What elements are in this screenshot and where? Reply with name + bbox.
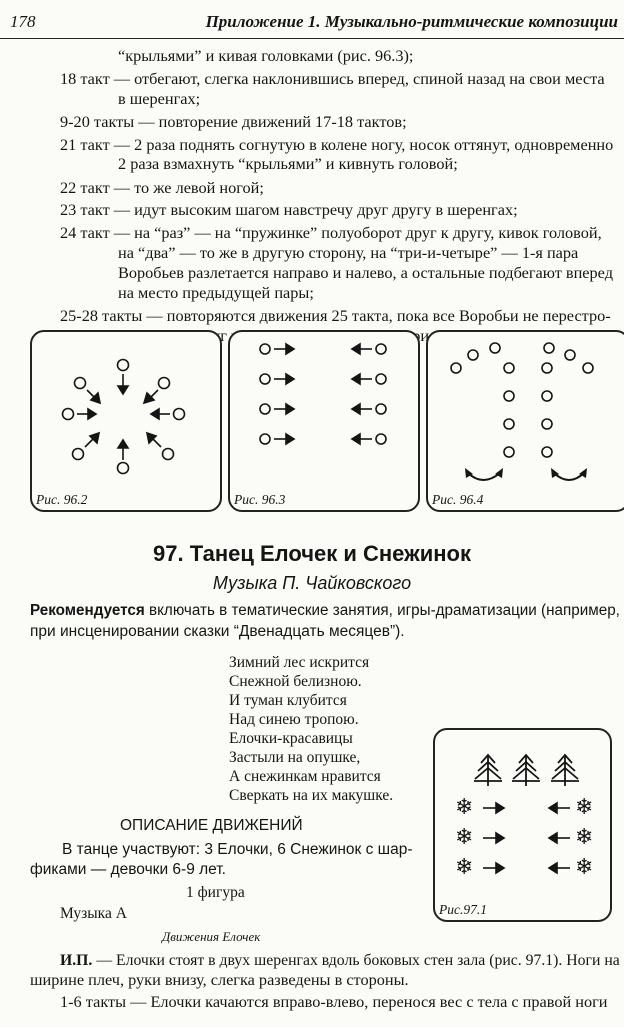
figure-caption: Рис. 96.4	[432, 492, 484, 507]
snowflake-icon: ❄	[455, 795, 474, 820]
figure-96-2-diagram	[32, 332, 220, 510]
ip-line-2: ширине плеч, руки внизу, слегка разведены в стороны.	[30, 970, 409, 989]
page-number: 178	[10, 12, 36, 31]
text-line: 24 такт — на “раз” — на “пружинке” полуоборот друг к другу, кивок головой,	[60, 223, 602, 242]
ip-text: — Елочки стоят в двух шеренгах вдоль боковых стен зала (рис. 97.1). Ноги на	[92, 950, 620, 969]
ip-line	[60, 950, 620, 970]
last-line: 1-6 такты — Елочки качаются вправо-влево, перенося вес с тела с правой ноги	[60, 992, 608, 1011]
poem-line: А снежинкам нравится	[229, 768, 381, 785]
figure-96-3	[228, 330, 420, 512]
participants-line-2: фиками — девочки 6-9 лет.	[30, 861, 226, 878]
recommendation-text: включать в тематические занятия, игры-драматизации (например,	[144, 602, 620, 619]
text-line: 2 раза взмахнуть “крыльями” и кивнуть головой;	[118, 154, 458, 173]
recommendation-line-2: при инсценировании сказки “Двенадцать месяцев”).	[30, 623, 405, 640]
poem-line: Над синею тропою.	[229, 711, 359, 728]
text-line: “крыльями” и кивая головками (рис. 96.3);	[118, 46, 414, 65]
snowflake-icon: ❄	[455, 855, 474, 880]
moves-label: Движения Елочек	[162, 929, 261, 944]
ip-bold: И.П.	[60, 950, 93, 969]
text-line: 18 такт — отбегают, слегка наклонившись вперед, спиной назад на свои места	[60, 69, 605, 88]
figure-97-1	[433, 728, 612, 922]
figure-caption: Рис. 96.3	[234, 492, 286, 507]
recommendation-bold: Рекомендуется	[30, 602, 145, 619]
figure-label: 1 фигура	[186, 884, 245, 901]
text-line: 23 такт — идут высоким шагом навстречу друг другу в шеренгах;	[60, 200, 518, 219]
text-line: в шеренгах;	[118, 89, 201, 108]
poem-line: Елочки-красавицы	[229, 730, 353, 747]
snowflake-icon: ❄	[575, 795, 594, 820]
snowflake-icon: ❄	[575, 855, 594, 880]
poem-line: Зимний лес искрится	[229, 654, 370, 671]
text-line: рис.	[412, 326, 441, 345]
figure-96-4-diagram	[428, 332, 624, 510]
figure-96-4	[426, 330, 624, 512]
running-header	[0, 8, 624, 39]
text-line: на место предыдущей пары;	[118, 283, 314, 302]
recommendation-line	[30, 601, 620, 621]
snowflake-icon: ❄	[455, 825, 474, 850]
text-line: 21 такт — 2 раза поднять согнутую в колене ногу, носок оттянут, одновременно	[60, 135, 614, 154]
figure-96-3-diagram	[230, 332, 418, 510]
figure-96-2	[30, 330, 222, 512]
section-title: 97. Танец Елочек и Снежинок	[153, 541, 471, 566]
figure-caption: Рис.97.1	[439, 902, 487, 917]
poem-line: Сверкать на их макушке.	[229, 787, 394, 804]
text-line: на “два” — то же в другую сторону, на “три-и-четыре” — 1-я пара	[118, 243, 579, 262]
poem-line: Снежной белизною.	[229, 673, 362, 690]
snowflake-icon: ❄	[575, 825, 594, 850]
music-credit: Музыка П. Чайковского	[212, 573, 412, 593]
poem-line: И туман клубится	[229, 692, 347, 709]
running-title: Приложение 1. Музыкально-ритмические композиции	[205, 12, 618, 31]
participants-line: В танце участвуют: 3 Елочки, 6 Снежинок с шар-	[62, 841, 413, 858]
text-line: 9-20 такты — повторение движений 17-18 тактов;	[60, 112, 407, 131]
description-heading: ОПИСАНИЕ ДВИЖЕНИЙ	[120, 817, 303, 834]
text-line: 22 такт — то же левой ногой;	[60, 178, 264, 197]
poem-line: Застыли на опушке,	[229, 749, 361, 766]
text-line: 25-28 такты — повторяются движения 25 такта, пока все Воробьи не перестро-	[60, 306, 611, 325]
figure-97-1-arrows	[435, 730, 610, 920]
text-line: Воробьев разлетается направо и налево, а остальные подбегают вперед	[118, 263, 613, 282]
figure-caption: Рис. 96.2	[36, 492, 88, 507]
music-label: Музыка А	[60, 905, 127, 922]
